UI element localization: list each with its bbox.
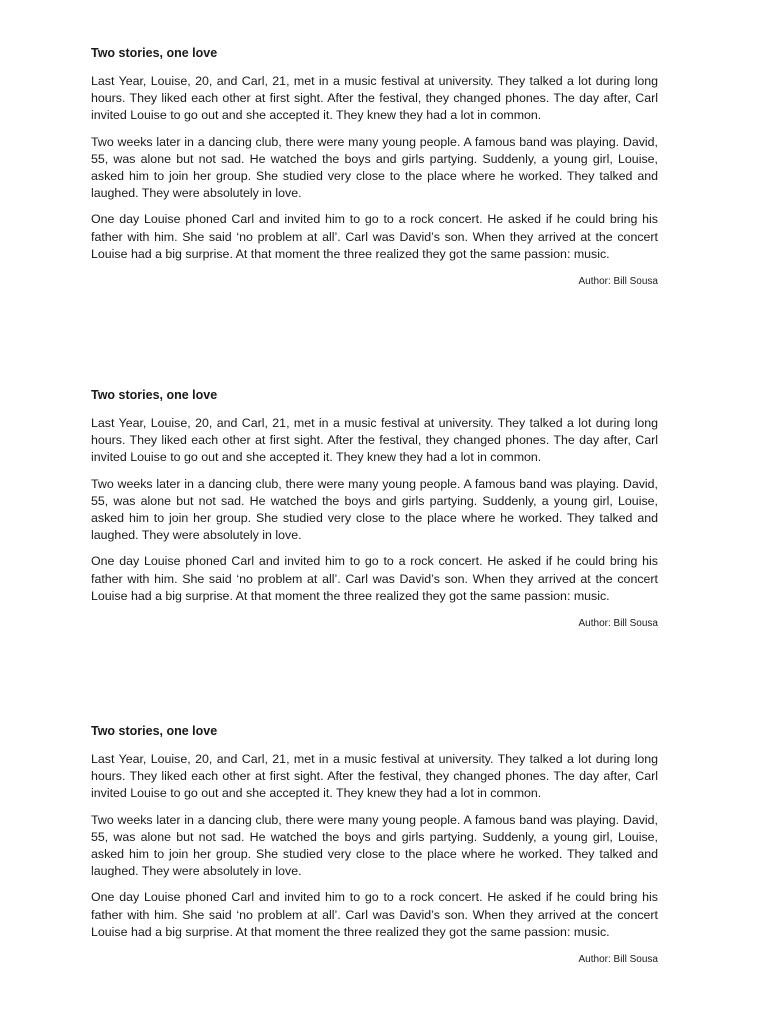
story-copy-3	[91, 723, 658, 967]
story-paragraph-1: Last Year, Louise, 20, and Carl, 21, met in a music festival at university. They talked a lot during long hours. They liked each other at first sight. After the festival, they changed phones. The day after, Carl invited Louise to go out and she accepted it. They knew they had a lot in common.	[91, 416, 658, 465]
story-copy-1	[91, 45, 658, 289]
story-paragraph-1: Last Year, Louise, 20, and Carl, 21, met in a music festival at university. They talked a lot during long hours. They liked each other at first sight. After the festival, they changed phones. The day after, Carl invited Louise to go out and she accepted it. They knew they had a lot in common.	[91, 74, 658, 123]
story-paragraph-3: One day Louise phoned Carl and invited him to go to a rock concert. He asked if he could bring his father with him. She said ‘no problem at all’. Carl was David’s son. When they arrived at the concert Louise had a big surprise. At that moment the three realized they got the same passion: music.	[91, 554, 658, 603]
story-copy-2	[91, 387, 658, 631]
story-author: Author: Bill Sousa	[578, 276, 658, 288]
story-title: Two stories, one love	[91, 388, 218, 402]
story-title: Two stories, one love	[91, 46, 218, 60]
story-paragraph-2: Two weeks later in a dancing club, there were many young people. A famous band was playing. David, 55, was alone but not sad. He watched the boys and girls partying. Suddenly, a young girl, Louise, asked him to join her group. She studied very close to the place where he worked. They talked and laughed. They were absolutely in love.	[91, 476, 658, 543]
story-author: Author: Bill Sousa	[578, 618, 658, 630]
story-title: Two stories, one love	[91, 724, 218, 738]
story-paragraph-3: One day Louise phoned Carl and invited him to go to a rock concert. He asked if he could bring his father with him. She said ‘no problem at all’. Carl was David’s son. When they arrived at the concert Louise had a big surprise. At that moment the three realized they got the same passion: music.	[91, 890, 658, 939]
story-paragraph-2: Two weeks later in a dancing club, there were many young people. A famous band was playing. David, 55, was alone but not sad. He watched the boys and girls partying. Suddenly, a young girl, Louise, asked him to join her group. She studied very close to the place where he worked. They talked and laughed. They were absolutely in love.	[91, 134, 658, 201]
story-paragraph-1: Last Year, Louise, 20, and Carl, 21, met in a music festival at university. They talked a lot during long hours. They liked each other at first sight. After the festival, they changed phones. The day after, Carl invited Louise to go out and she accepted it. They knew they had a lot in common.	[91, 752, 658, 801]
story-paragraph-2: Two weeks later in a dancing club, there were many young people. A famous band was playing. David, 55, was alone but not sad. He watched the boys and girls partying. Suddenly, a young girl, Louise, asked him to join her group. She studied very close to the place where he worked. They talked and laughed. They were absolutely in love.	[91, 812, 658, 879]
story-paragraph-3: One day Louise phoned Carl and invited him to go to a rock concert. He asked if he could bring his father with him. She said ‘no problem at all’. Carl was David’s son. When they arrived at the concert Louise had a big surprise. At that moment the three realized they got the same passion: music.	[91, 212, 658, 261]
story-author: Author: Bill Sousa	[578, 954, 658, 966]
